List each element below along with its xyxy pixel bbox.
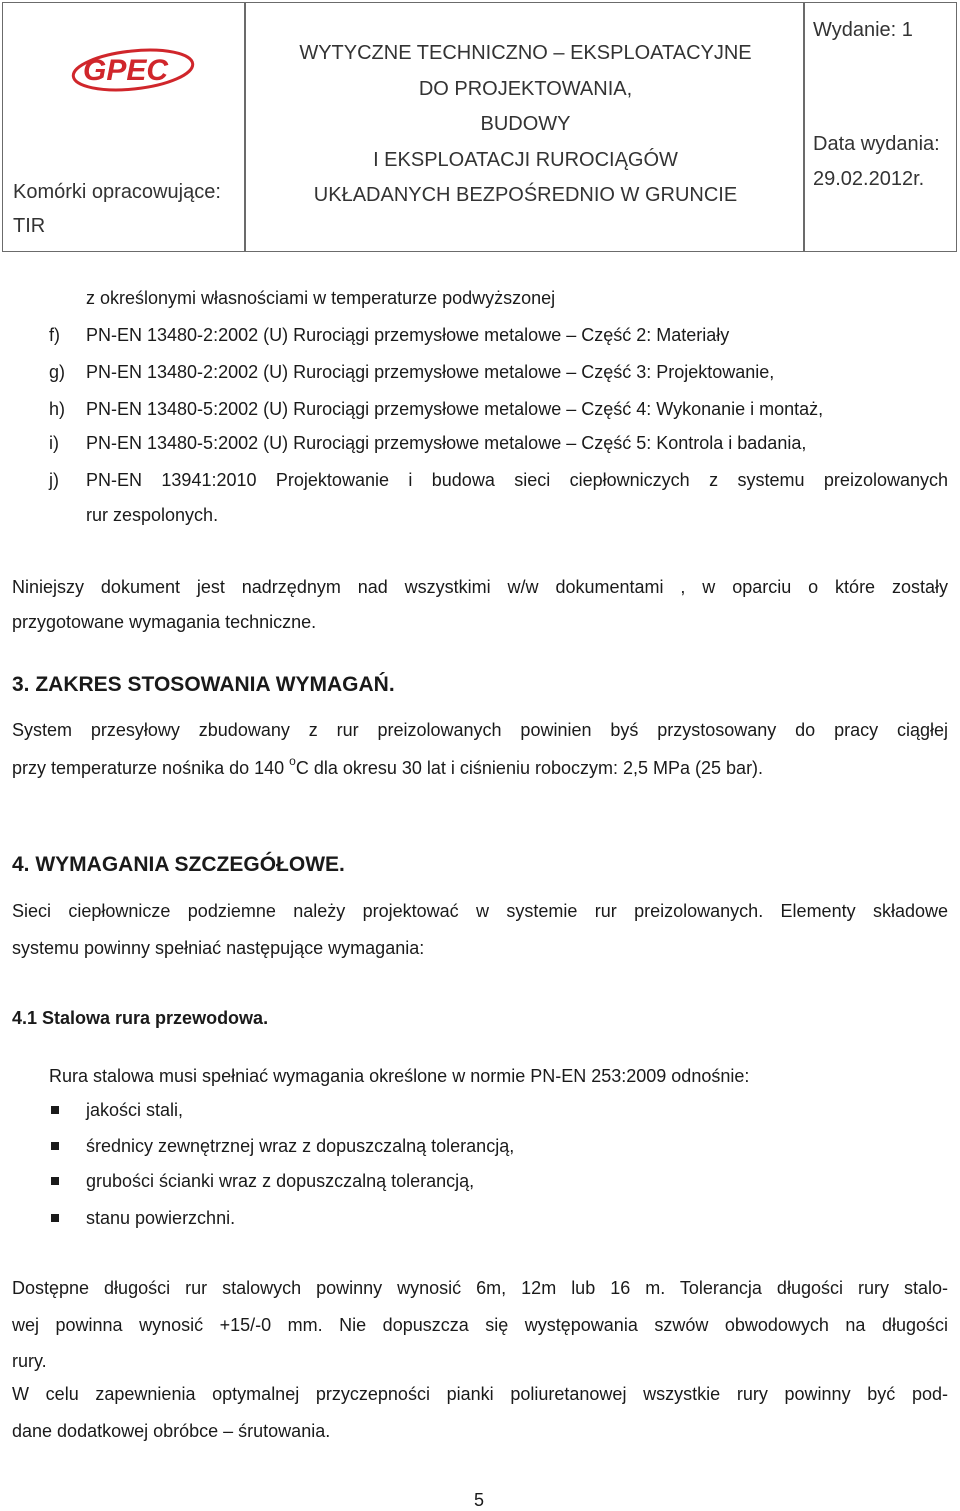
bullet-icon: [51, 1214, 59, 1222]
standard-item: PN-EN 13480-2:2002 (U) Rurociągi przemysłowe metalowe – Część 3: Projektowanie,: [86, 362, 775, 382]
title-line: BUDOWY: [480, 113, 571, 135]
paragraph-line: Rura stalowa musi spełniać wymagania określone w normie PN-EN 253:2009 odnośnie:: [49, 1066, 750, 1086]
date-value: 29.02.2012r.: [813, 168, 925, 190]
list-label: i): [49, 433, 59, 453]
bullet-icon: [51, 1106, 59, 1114]
date-label: Data wydania:: [813, 133, 940, 155]
standard-item: PN-EN 13480-5:2002 (U) Rurociągi przemysłowe metalowe – Część 4: Wykonanie i montaż,: [86, 399, 824, 419]
paragraph-line: System przesyłowy zbudowany z rur preizolowanych powinien byś przystosowany do pracy ciągłej: [12, 720, 948, 740]
header-title-cell: [245, 2, 804, 252]
degree-superscript: o: [289, 754, 296, 768]
continuation-line: z określonymi własnościami w temperaturze podwyższonej: [86, 288, 556, 308]
standard-item: PN-EN 13941:2010 Projektowanie i budowa sieci ciepłowniczych z systemu preizolowanych: [86, 470, 948, 490]
edition-number: Wydanie: 1: [813, 19, 913, 41]
edition-date: [813, 127, 940, 197]
list-label: g): [49, 362, 66, 382]
paragraph-line: systemu powinny spełniać następujące wymagania:: [12, 938, 425, 958]
bullet-icon: [51, 1177, 59, 1185]
paragraph-line: wej powinna wynosić +15/-0 mm. Nie dopuszcza się występowania szwów obwodowych na długości: [12, 1315, 948, 1335]
list-label: h): [49, 399, 66, 419]
bullet-icon: [51, 1142, 59, 1150]
gpec-logo: [69, 47, 199, 93]
logo-text: GPEC: [83, 54, 169, 87]
standard-item-continued: rur zespolonych.: [86, 505, 219, 525]
title-line: I EKSPLOATACJI RUROCIĄGÓW: [373, 148, 678, 171]
department-value: TIR: [13, 215, 46, 237]
text-part: C dla okresu 30 lat i ciśnieniu roboczym: 2,5 MPa (25 bar).: [295, 758, 764, 778]
paragraph-line: przygotowane wymagania techniczne.: [12, 612, 317, 632]
list-label: f): [49, 325, 60, 345]
paragraph-line: [12, 754, 764, 779]
paragraph-line: dane dodatkowej obróbce – śrutowania.: [12, 1421, 331, 1441]
document-title: [246, 36, 805, 214]
paragraph-line: W celu zapewnienia optymalnej przyczepności pianki poliuretanowej wszystkie rury powinny być pod-: [12, 1384, 948, 1404]
bullet-item: grubości ścianki wraz z dopuszczalną tolerancją,: [86, 1171, 475, 1191]
title-line: UKŁADANYCH BEZPOŚREDNIO W GRUNCIE: [313, 184, 738, 206]
title-line: WYTYCZNE TECHNICZNO – EKSPLOATACYJNE: [299, 42, 752, 64]
document-header: [2, 2, 957, 252]
page-number: 5: [474, 1490, 485, 1510]
paragraph-line: Dostępne długości rur stalowych powinny wynosić 6m, 12m lub 16 m. Tolerancja długości rury stalo-: [12, 1278, 948, 1298]
standard-item: PN-EN 13480-2:2002 (U) Rurociągi przemysłowe metalowe – Część 2: Materiały: [86, 325, 730, 345]
department: [13, 175, 221, 243]
department-label: Komórki opracowujące:: [13, 181, 221, 203]
standard-item: PN-EN 13480-5:2002 (U) Rurociągi przemysłowe metalowe – Część 5: Kontrola i badania,: [86, 433, 807, 453]
paragraph-line: Niniejszy dokument jest nadrzędnym nad wszystkimi w/w dokumentami , w oparciu o które zostały: [12, 577, 948, 597]
section-heading: 4. WYMAGANIA SZCZEGÓŁOWE.: [12, 853, 345, 876]
bullet-item: jakości stali,: [86, 1100, 184, 1120]
subsection-heading: 4.1 Stalowa rura przewodowa.: [12, 1008, 269, 1028]
text-part: przy temperaturze nośnika do 140: [12, 758, 290, 778]
section-heading: 3. ZAKRES STOSOWANIA WYMAGAŃ.: [12, 673, 395, 696]
header-edition-cell: [804, 2, 957, 252]
paragraph-line: rury.: [12, 1351, 47, 1371]
bullet-item: stanu powierzchni.: [86, 1208, 236, 1228]
bullet-item: średnicy zewnętrznej wraz z dopuszczalną tolerancją,: [86, 1136, 515, 1156]
header-logo-cell: [2, 2, 245, 252]
title-line: DO PROJEKTOWANIA,: [418, 77, 633, 100]
paragraph-line: Sieci ciepłownicze podziemne należy projektować w systemie rur preizolowanych. Elementy składowe: [12, 901, 948, 921]
list-label: j): [49, 470, 59, 490]
